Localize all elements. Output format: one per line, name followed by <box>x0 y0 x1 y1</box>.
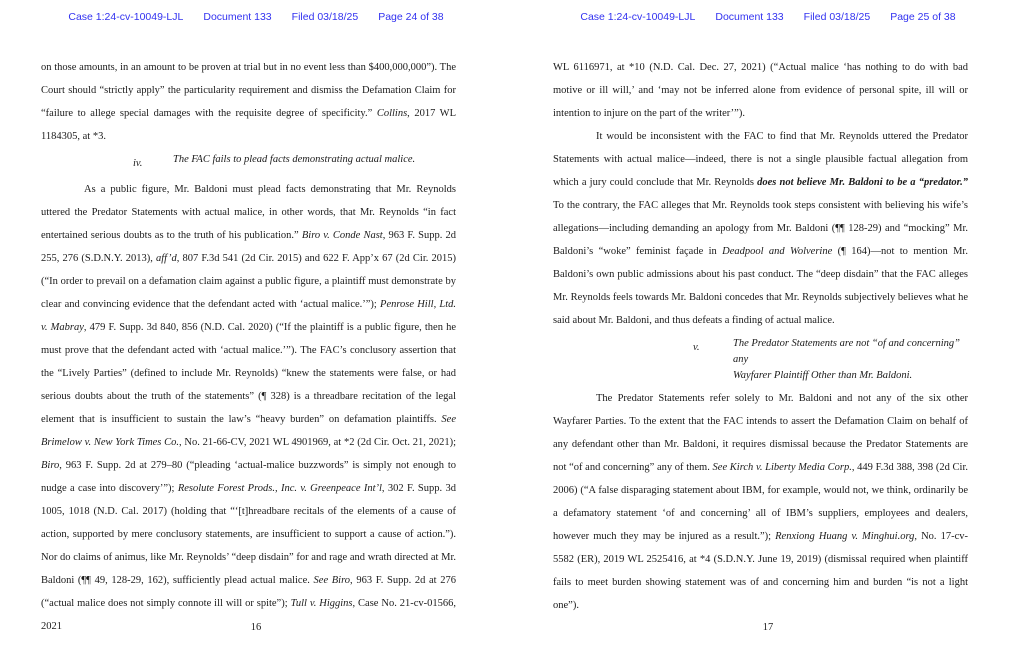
body-text: WL 6116971, at *10 (N.D. Cal. Dec. 27, 2021) (“Actual malice ‘has nothing to do with bad motive or ill will,’ and ‘may not be inferred alone from evidence of personal spite, ill will or intention to injure on the part of the writer’”). <box>553 62 968 119</box>
section-heading <box>41 148 456 178</box>
page-body <box>41 56 456 638</box>
court-stamp <box>0 11 512 23</box>
section-heading <box>553 332 968 387</box>
body-text: , 2017 WL 1184305, at *3. <box>41 108 456 142</box>
stamp-segment: Filed 03/18/25 <box>291 11 359 23</box>
stamp-segment: Page 25 of 38 <box>890 11 956 23</box>
case-citation-italic: Resolute Forest Prods., Inc. v. Greenpeace Int’l <box>177 483 382 494</box>
body-text: , 963 F. Supp. 2d at 279–80 (“pleading ‘actual-malice buzzwords” is simply not enough to nudge a case into discovery’”); <box>41 460 456 494</box>
body-paragraph <box>41 178 456 638</box>
stamp-segment: Document 133 <box>203 11 272 23</box>
case-citation-italic: aff’d <box>155 253 177 264</box>
page-number: 17 <box>762 622 774 633</box>
body-text: , 963 F. Supp. 2d at 276 (“actual malice does not simply connote ill will or spite”); <box>41 575 456 609</box>
body-text: , 963 F. Supp. 2d 255, 276 (S.D.N.Y. 2013), <box>41 230 456 264</box>
heading-text: The FAC fails to plead facts demonstrating actual malice. <box>173 153 416 165</box>
stamp-segment: Filed 03/18/25 <box>803 11 871 23</box>
heading-text: The Predator Statements are not “of and concerning” any Wayfarer Plaintiff Other than Mr. Baldoni. <box>733 337 960 381</box>
case-citation-italic: Biro v. Conde Nast <box>301 230 383 241</box>
case-citation-italic: Deadpool and Wolverine <box>722 246 833 257</box>
heading-number: iv. <box>133 157 143 169</box>
body-text: As a public figure, Mr. Baldoni must plead facts demonstrating that Mr. Reynolds uttered the Predator Statements with actual malice, in other words, that Mr. Reynolds “in fact entertained serious doubts as to the truth of his publication.” <box>41 184 456 241</box>
body-paragraph <box>553 56 968 125</box>
body-text: , No. 21-66-CV, 2021 WL 4901969, at *2 (2d Cir. Oct. 21, 2021); <box>179 437 456 448</box>
page-body <box>553 56 968 617</box>
stamp-segment: Page 24 of 38 <box>378 11 444 23</box>
document-page-25 <box>512 0 1024 669</box>
stamp-segment: Case 1:24-cv-10049-LJL <box>580 11 696 23</box>
body-text: , 807 F.3d 541 (2d Cir. 2015) and 622 F. App’x 67 (2d Cir. 2015) (“In order to prevail on a defamation claim against a public figure, a plaintiff must demonstrate by clear and convincing evidence that the defendant acted with ‘actual malice.’”); <box>41 253 456 310</box>
body-text: It would be inconsistent with the FAC to find that Mr. Reynolds uttered the Predator Statements with actual malice—indeed, there is not a single plausible factual allegation from which a jury could conclude that Mr. Reynolds <box>553 131 968 188</box>
body-paragraph <box>553 387 968 617</box>
body-text: The Predator Statements refer solely to Mr. Baldoni and not any of the six other Wayfarer Parties. To the extent that the FAC intends to assert the Defamation Claim on behalf of any defendant other than Mr. Baldoni, it requires dismissal because the Predator Statements are not “of and concerning” any of them. <box>553 393 968 473</box>
page-number: 16 <box>250 622 262 633</box>
case-citation-italic: See Brimelow v. New York Times Co. <box>41 414 456 448</box>
case-citation-italic: See Biro <box>313 575 351 586</box>
emphasis-bold-italic: does not believe Mr. Baldoni to be a “predator.” <box>757 177 968 188</box>
case-citation-italic: See Kirch v. Liberty Media Corp. <box>712 462 852 473</box>
body-text: , 302 F. Supp. 3d 1005, 1018 (N.D. Cal. 2017) (holding that “‘[t]hreadbare recitals of the elements of a cause of action, supported by mere conclusory statements, are insufficient to support a cause of action.”). Nor do claims of animus, like Mr. Reynolds’ “deep disdain” for and rage and wrath directed at Mr. Baldoni (¶¶ 49, 128-29, 162), sufficiently plead actual malice. <box>41 483 456 586</box>
body-text: , Case No. 21-cv-01566, 2021 <box>41 598 457 632</box>
body-text: , 449 F.3d 388, 398 (2d Cir. 2006) (“A false disparaging statement about IBM, for example, would not, we think, ordinarily be a defamatory statement ‘of and concerning’ all of IBM’s suppliers, employees and dealers, however much they may be injured as a result.”); <box>553 462 968 542</box>
body-text: , 479 F. Supp. 3d 840, 856 (N.D. Cal. 2020) (“If the plaintiff is a public figure, then he must prove that the defendant acted with ‘actual malice.’”). The FAC’s conclusory assertion that the “Lively Parties” (defined to include Mr. Reynolds) “knew the statements were false, or had serious doubts about the truth of the statements” (¶ 328) is a threadbare recitation of the legal element that is insufficient to sustain the law’s “heavy burden” on defamation plaintiffs. <box>41 322 457 425</box>
body-text: To the contrary, the FAC alleges that Mr. Reynolds took steps consistent with believing his wife’s allegations—including demanding an apology from Mr. Baldoni (¶¶ 128-29) and “mocking” Mr. Baldoni’s “woke” feminist façade in <box>553 200 968 257</box>
body-text: on those amounts, in an amount to be proven at trial but in no event less than $400,000,000”). The Court should “strictly apply” the particularity requirement and dismiss the Defamation Claim for “failure to allege special damages with the requisite degree of specificity.” <box>41 62 456 119</box>
case-citation-italic: Penrose Hill, Ltd. v. Mabray <box>41 299 457 333</box>
body-paragraph <box>553 125 968 332</box>
stamp-segment: Case 1:24-cv-10049-LJL <box>68 11 184 23</box>
body-text: , No. 17-cv-5582 (ER), 2019 WL 2525416, at *4 (S.D.N.Y. June 19, 2019) (dismissal required when plaintiff fails to meet burden showing statement was of and concerning him and burden “is not a light one”). <box>553 531 968 611</box>
stamp-segment: Document 133 <box>715 11 784 23</box>
court-stamp <box>512 11 1024 23</box>
body-paragraph <box>41 56 456 148</box>
case-citation-italic: Biro <box>41 460 60 471</box>
body-text: (¶ 164)—not to mention Mr. Baldoni’s own public admissions about his past conduct. The “deep disdain” that the FAC alleges Mr. Reynolds feels towards Mr. Baldoni concedes that Mr. Reynolds subjectively believes what he said about Mr. Baldoni, and thus defeats a finding of actual malice. <box>553 246 968 326</box>
case-citation-italic: Collins <box>376 108 408 119</box>
case-citation-italic: Renxiong Huang v. Minghui.org <box>775 531 915 542</box>
case-citation-italic: Tull v. Higgins <box>290 598 353 609</box>
heading-number: v. <box>693 341 700 353</box>
